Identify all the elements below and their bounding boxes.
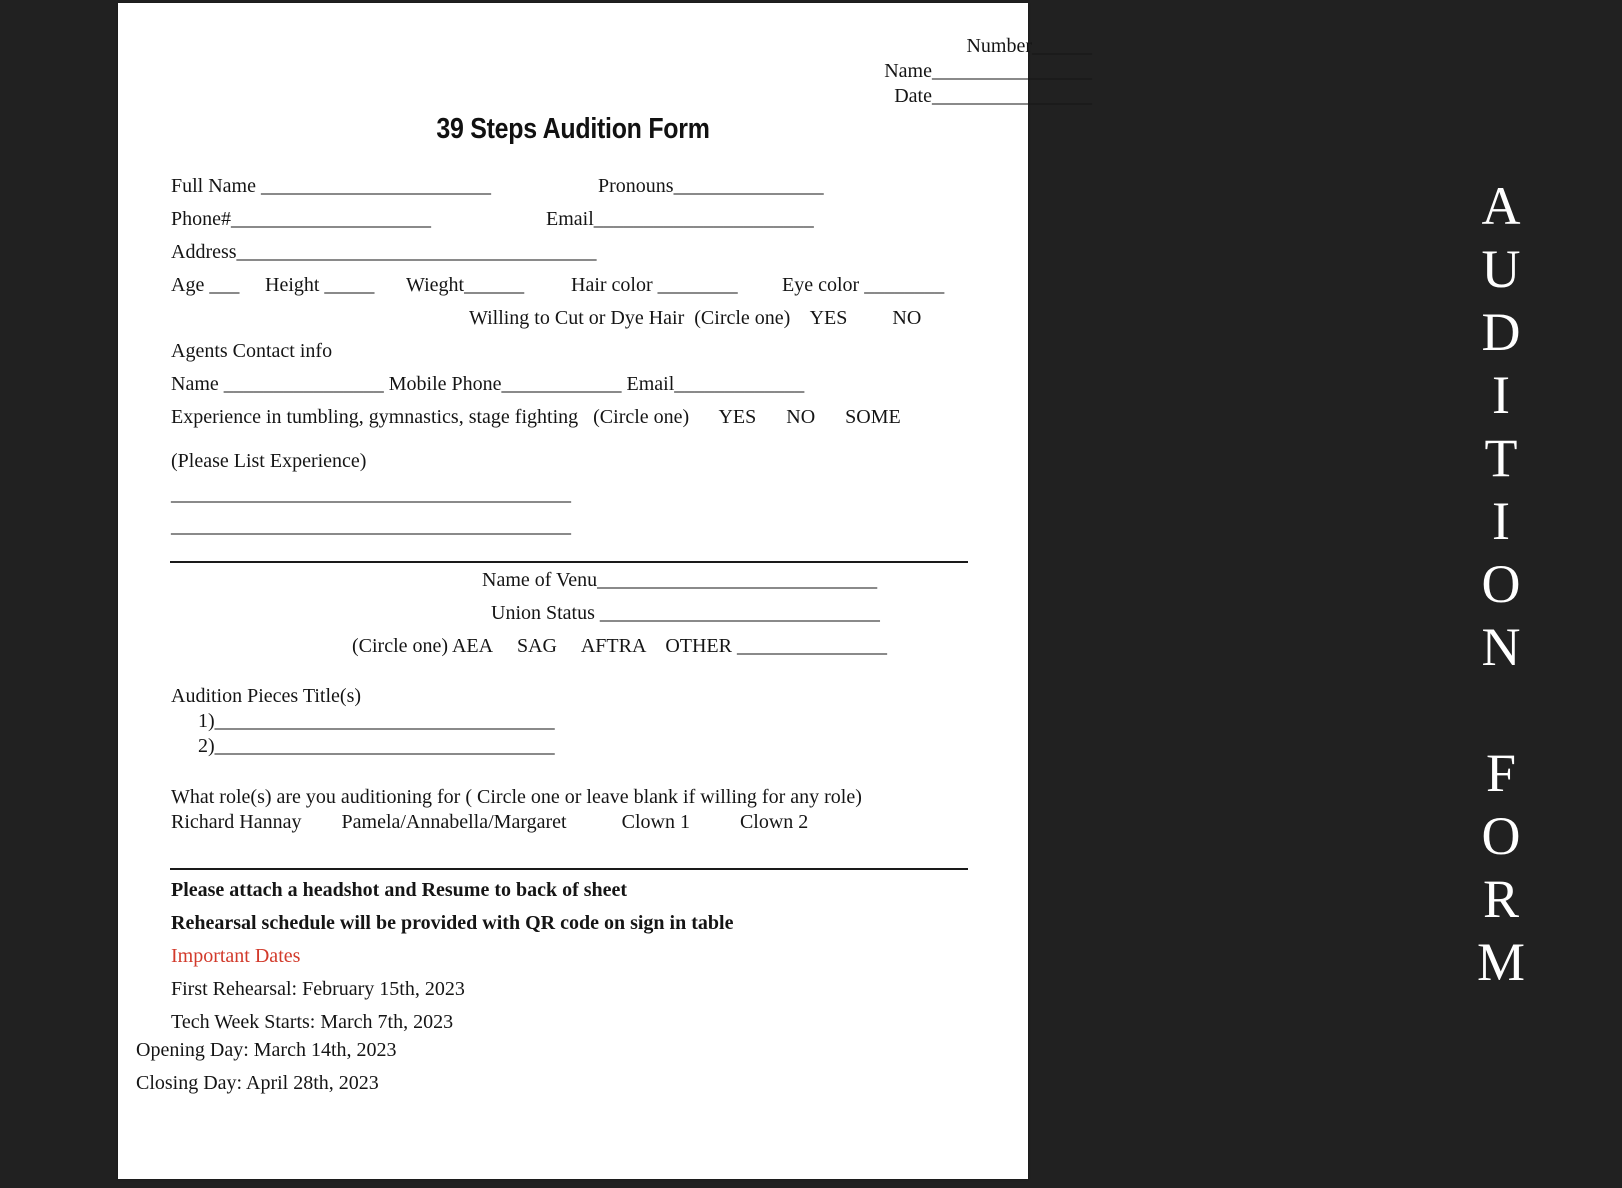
closing-day-date: Closing Day: April 28th, 2023 xyxy=(136,1072,379,1094)
eye-color-field: Eye color ________ xyxy=(782,274,945,296)
email-field: Email______________________ xyxy=(546,208,814,230)
age-field: Age ___ xyxy=(171,274,240,296)
roles-question: What role(s) are you auditioning for ( Circle one or leave blank if willing for any role) xyxy=(171,786,862,808)
full-name-field: Full Name _______________________ xyxy=(171,175,491,197)
banner-letter: U xyxy=(1481,239,1521,299)
audition-pieces-heading: Audition Pieces Title(s) xyxy=(171,685,362,707)
banner-letter: N xyxy=(1481,617,1521,677)
banner-letter: M xyxy=(1476,932,1525,992)
first-rehearsal-date: First Rehearsal: February 15th, 2023 xyxy=(171,978,465,1000)
pronouns-field: Pronouns_______________ xyxy=(598,175,824,197)
experience-line-2: ________________________________________ xyxy=(171,515,571,537)
audition-piece-1: 1)__________________________________ xyxy=(198,710,555,732)
hair-color-field: Hair color ________ xyxy=(571,274,738,296)
tech-week-date: Tech Week Starts: March 7th, 2023 xyxy=(171,1011,454,1033)
header-name-field: Name________________ xyxy=(884,60,1092,82)
schedule-note: Rehearsal schedule will be provided with QR code on sign in table xyxy=(171,912,734,934)
form-title: 39 Steps Audition Form xyxy=(436,113,710,145)
banner-letter: O xyxy=(1481,806,1521,866)
phone-field: Phone#____________________ xyxy=(171,208,431,230)
section-divider xyxy=(170,561,968,563)
experience-question: Experience in tumbling, gymnastics, stage fighting (Circle one) YES NO SOME xyxy=(171,406,901,428)
banner-letter: R xyxy=(1482,869,1520,929)
banner-letter: F xyxy=(1485,743,1517,803)
section-divider xyxy=(170,868,968,870)
opening-day-date: Opening Day: March 14th, 2023 xyxy=(136,1039,397,1061)
union-status-field: Union Status ____________________________ xyxy=(491,602,880,624)
roles-options: Richard Hannay Pamela/Annabella/Margaret Clown 1 Clown 2 xyxy=(171,811,809,833)
audition-form-side-banner xyxy=(1470,175,1532,994)
number-field: Number______ xyxy=(966,35,1092,57)
audition-form-page xyxy=(118,3,1092,1179)
important-dates-heading: Important Dates xyxy=(171,945,301,967)
address-field: Address____________________________________ xyxy=(171,241,597,263)
height-field: Height _____ xyxy=(265,274,375,296)
union-circle-options: (Circle one) AEA SAG AFTRA OTHER _______________ xyxy=(352,635,887,657)
headshot-note: Please attach a headshot and Resume to back of sheet xyxy=(171,879,628,901)
experience-line-1: ________________________________________ xyxy=(171,483,571,505)
banner-letter: T xyxy=(1484,428,1518,488)
banner-letter: D xyxy=(1481,302,1521,362)
agent-contact-line: Name ________________ Mobile Phone____________ Email_____________ xyxy=(171,373,805,395)
audition-piece-2: 2)__________________________________ xyxy=(198,735,555,757)
banner-letter: I xyxy=(1492,491,1510,551)
banner-letter: A xyxy=(1481,176,1521,236)
agent-heading: Agents Contact info xyxy=(171,340,333,362)
weight-field: Wieght______ xyxy=(406,274,525,296)
venue-name-field: Name of Venu____________________________ xyxy=(482,569,878,591)
experience-list-label: (Please List Experience) xyxy=(171,450,367,472)
cut-dye-hair-question: Willing to Cut or Dye Hair (Circle one) YES NO xyxy=(469,307,922,329)
header-date-field: Date________________ xyxy=(894,85,1092,107)
banner-letter: O xyxy=(1481,554,1521,614)
banner-letter: I xyxy=(1492,365,1510,425)
banner-letter xyxy=(1470,679,1532,742)
